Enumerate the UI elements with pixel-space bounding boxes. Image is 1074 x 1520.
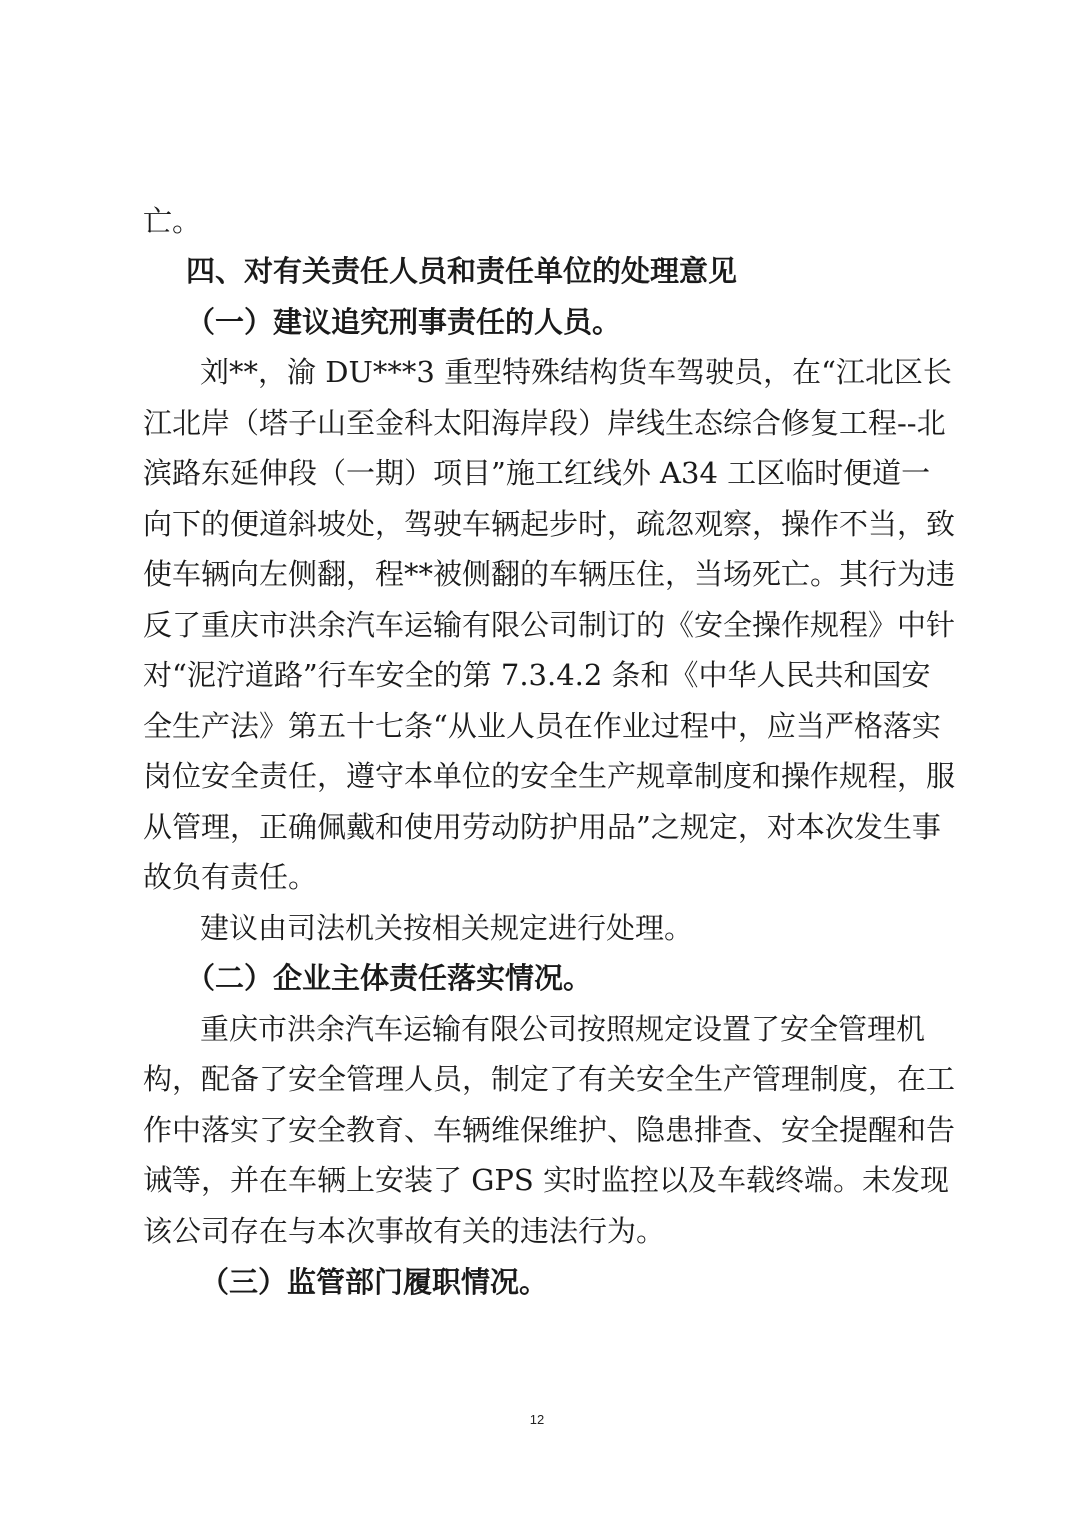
subheading-1: （一）建议追究刑事责任的人员。 — [186, 305, 622, 339]
paragraph-line: 向下的便道斜坡处，驾驶车辆起步时，疏忽观察，操作不当，致 — [143, 507, 956, 541]
paragraph-continuation: 亡。 — [143, 204, 202, 238]
paragraph-line: 滨路东延伸段（一期）项目”施工红线外 A34 工区临时便道一 — [143, 456, 931, 490]
subheading-2: （二）企业主体责任落实情况。 — [186, 961, 593, 995]
paragraph-line: 构，配备了安全管理人员，制定了有关安全生产管理制度，在工 — [143, 1062, 956, 1096]
paragraph-line: 全生产法》第五十七条“从业人员在作业过程中，应当严格落实 — [143, 709, 941, 743]
paragraph-line: 重庆市洪余汽车运输有限公司按照规定设置了安全管理机 — [200, 1012, 926, 1046]
paragraph-line: 作中落实了安全教育、车辆维保维护、隐患排查、安全提醒和告 — [143, 1113, 956, 1147]
subheading-3: （三）监管部门履职情况。 — [200, 1265, 549, 1299]
paragraph-line: 建议由司法机关按相关规定进行处理。 — [200, 911, 694, 945]
paragraph-line: 诫等，并在车辆上安装了 GPS 实时监控以及车载终端。未发现 — [143, 1163, 949, 1197]
paragraph-line: 该公司存在与本次事故有关的违法行为。 — [143, 1214, 666, 1248]
paragraph-line: 对“泥泞道路”行车安全的第 7.3.4.2 条和《中华人民共和国安 — [143, 658, 931, 692]
section-heading-4: 四、对有关责任人员和责任单位的处理意见 — [186, 254, 738, 288]
paragraph-line: 反了重庆市洪余汽车运输有限公司制订的《安全操作规程》中针 — [143, 608, 956, 642]
paragraph-line: 从管理，正确佩戴和使用劳动防护用品”之规定，对本次发生事 — [143, 810, 941, 844]
paragraph-line: 刘**，渝 DU***3 重型特殊结构货车驾驶员，在“江北区长 — [200, 355, 952, 389]
paragraph-line: 使车辆向左侧翻，程**被侧翻的车辆压住，当场死亡。其行为违 — [143, 557, 956, 591]
page-number: 12 — [529, 1412, 545, 1427]
paragraph-line: 江北岸（塔子山至金科太阳海岸段）岸线生态综合修复工程--北 — [143, 406, 946, 440]
paragraph-line: 故负有责任。 — [143, 860, 318, 894]
paragraph-line: 岗位安全责任，遵守本单位的安全生产规章制度和操作规程，服 — [143, 759, 956, 793]
